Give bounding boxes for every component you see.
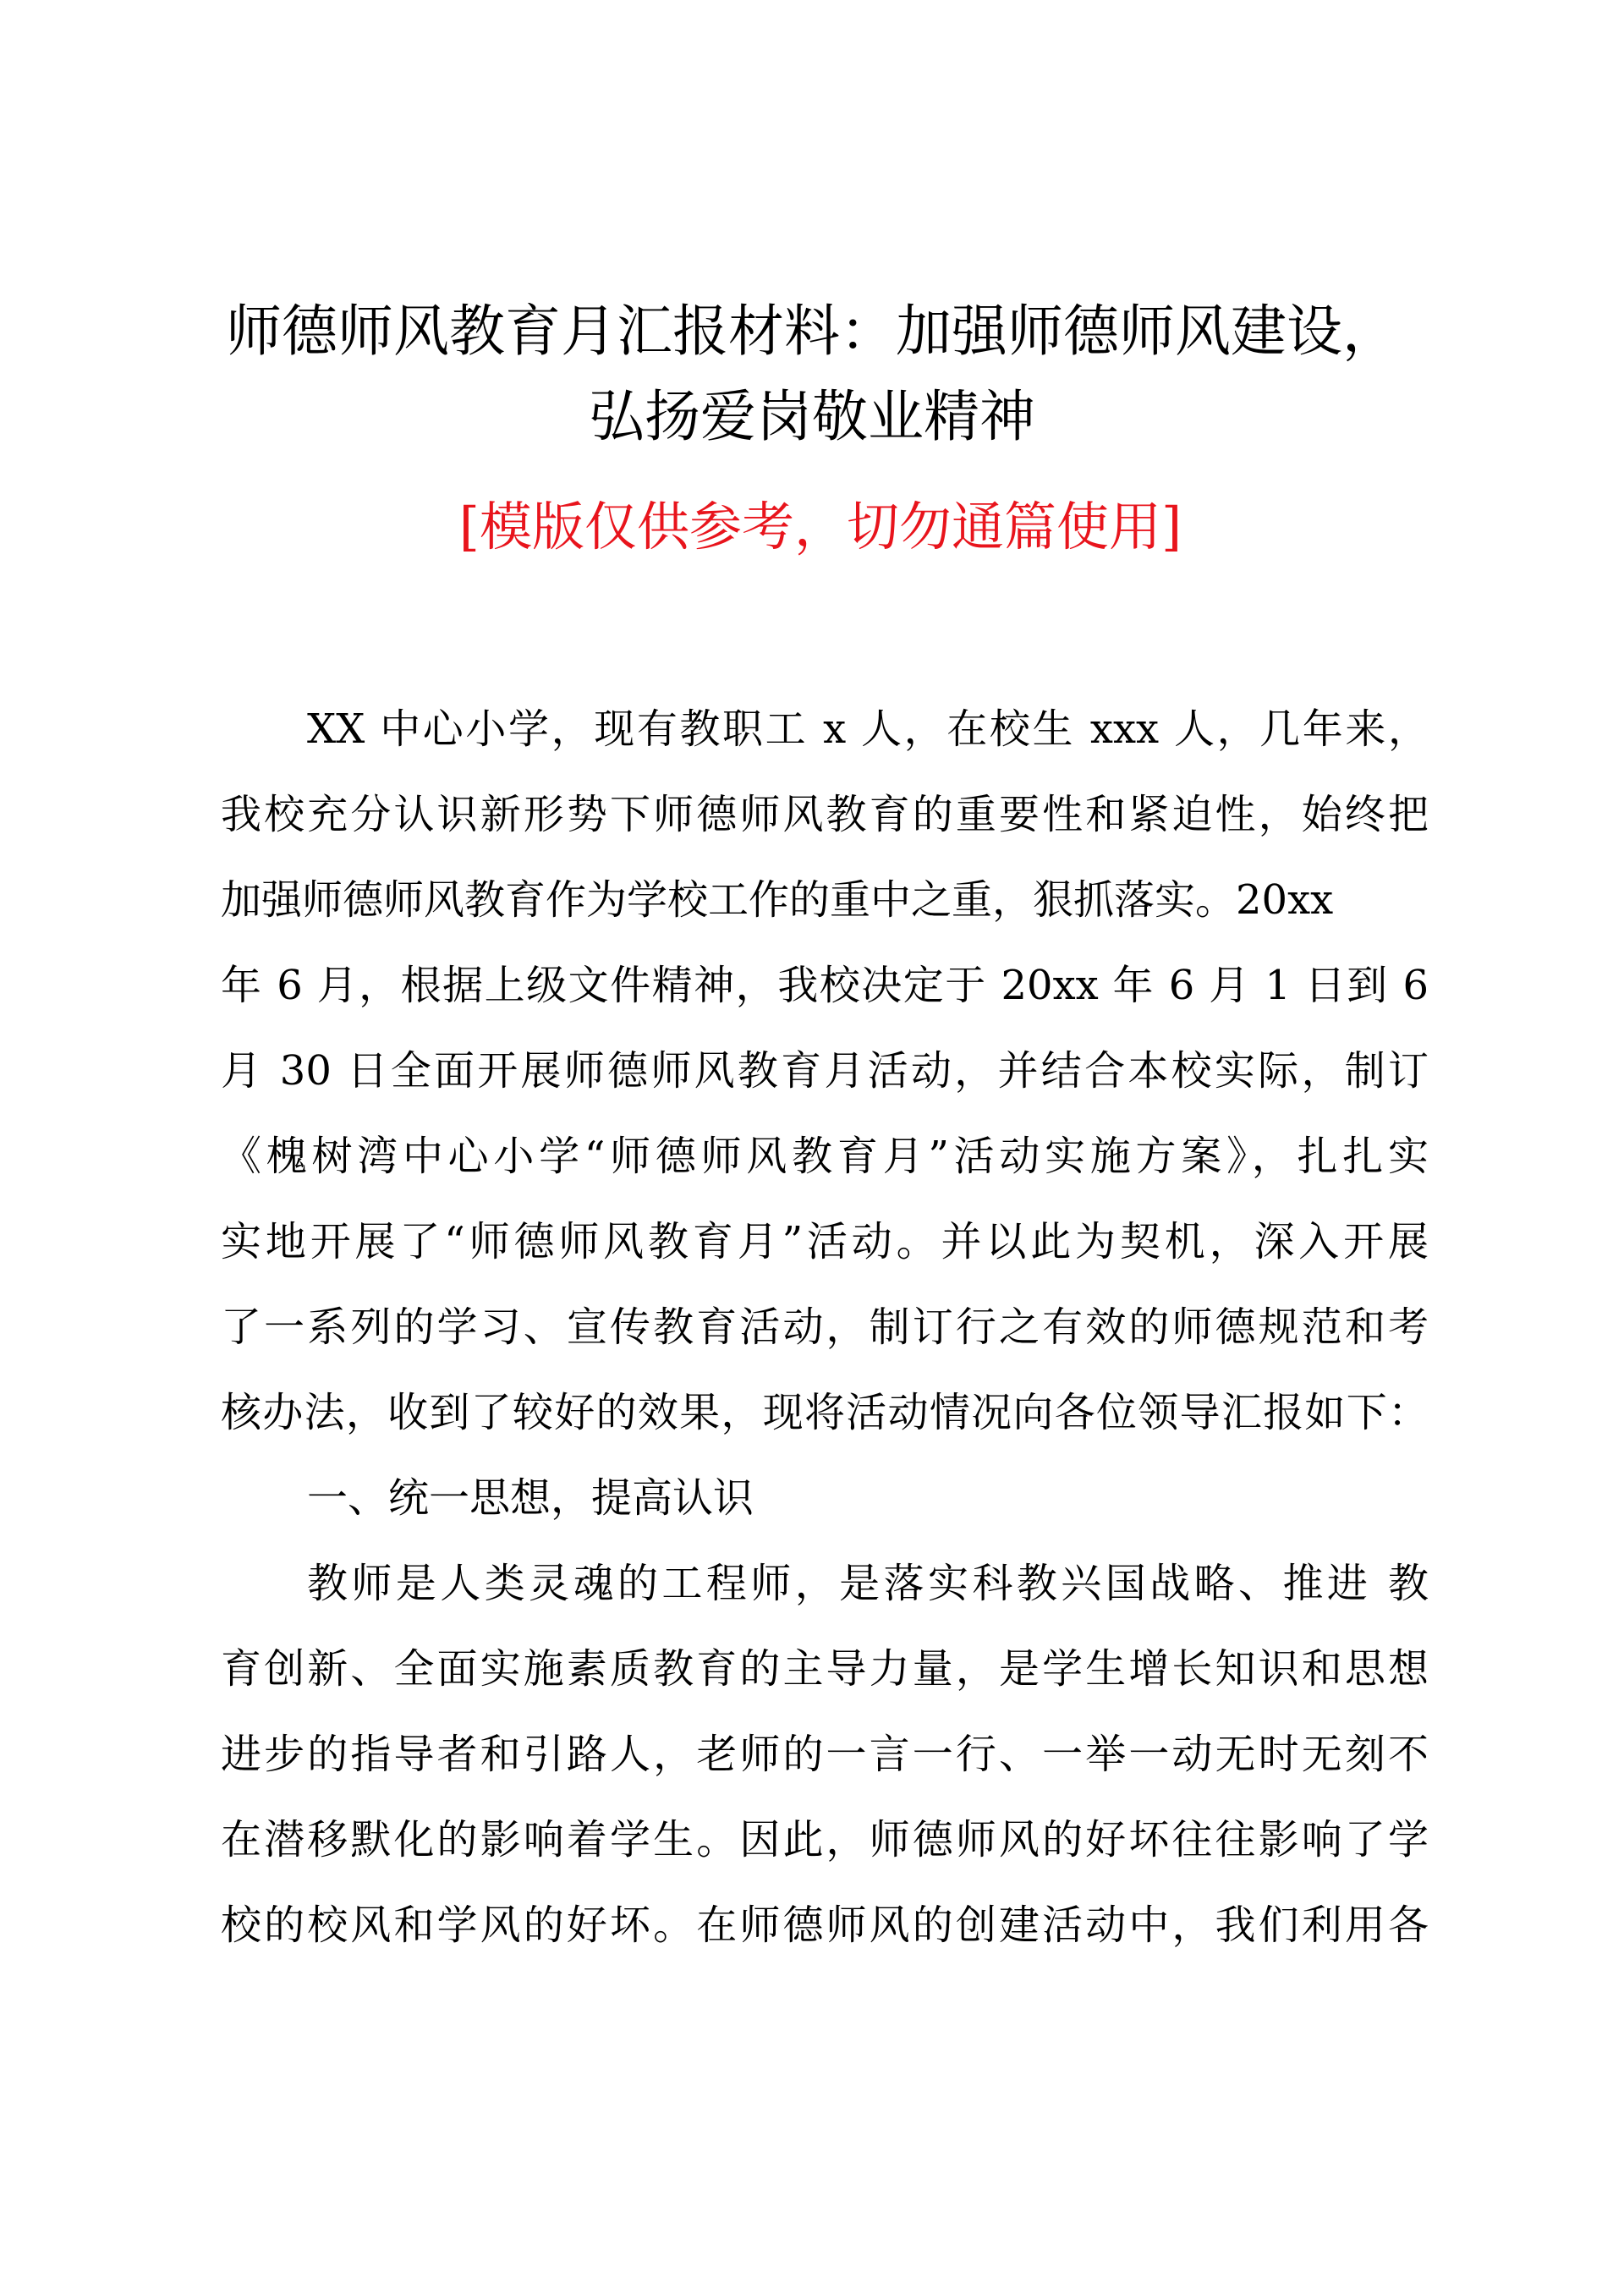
paragraph-line: 核办法，收到了较好的效果，现将活动情况向各位领导汇报如下： bbox=[221, 1389, 1429, 1436]
paragraph-line: 校的校风和学风的好坏。在师德师风的创建活动中，我们利用各 bbox=[221, 1902, 1429, 1949]
paragraph-line: 年 6 月，根据上级文件精神，我校决定于 20xx 年 6 月 1 日到 6 bbox=[221, 962, 1429, 1009]
paragraph-line: 我校充分认识新形势下师德师风教育的重要性和紧迫性，始终把 bbox=[221, 791, 1429, 838]
paragraph-line: 月 30 日全面开展师德师风教育月活动，并结合本校实际，制订 bbox=[221, 1047, 1429, 1095]
paragraph-line: 进步的指导者和引路人，老师的一言一行、一举一动无时无刻不 bbox=[221, 1731, 1429, 1778]
document-title-line-1: 师德师风教育月汇报材料：加强师德师风建设， bbox=[226, 299, 1398, 364]
section-heading: 一、统一思想，提高认识 bbox=[307, 1474, 754, 1522]
template-notice: [模版仅供参考，切勿通篇使用] bbox=[458, 496, 1182, 557]
paragraph-line: 教师是人类灵魂的工程师，是落实科教兴国战略、推进 教 bbox=[307, 1560, 1429, 1607]
paragraph-line: 了一系列的学习、宣传教育活动，制订行之有效的师德规范和考 bbox=[221, 1303, 1429, 1351]
paragraph-line: 育创新、全面实施素质教育的主导力量，是学生增长知识和思想 bbox=[221, 1645, 1429, 1693]
paragraph-line: 加强师德师风教育作为学校工作的重中之重，狠抓落实。20xx bbox=[221, 876, 1334, 924]
paragraph-line: 实地开展了“师德师风教育月”活动。并以此为契机，深入开展 bbox=[221, 1218, 1429, 1265]
document-title-line-2: 弘扬爱岗敬业精神 bbox=[589, 384, 1035, 449]
paragraph-line: 在潜移默化的影响着学生。因此，师德师风的好坏往往影响了学 bbox=[221, 1816, 1429, 1863]
paragraph-line: XX 中心小学，现有教职工 x 人，在校生 xxx 人，几年来， bbox=[307, 705, 1429, 753]
paragraph-line: 《槐树湾中心小学“师德师风教育月”活动实施方案》，扎扎实 bbox=[221, 1133, 1429, 1180]
